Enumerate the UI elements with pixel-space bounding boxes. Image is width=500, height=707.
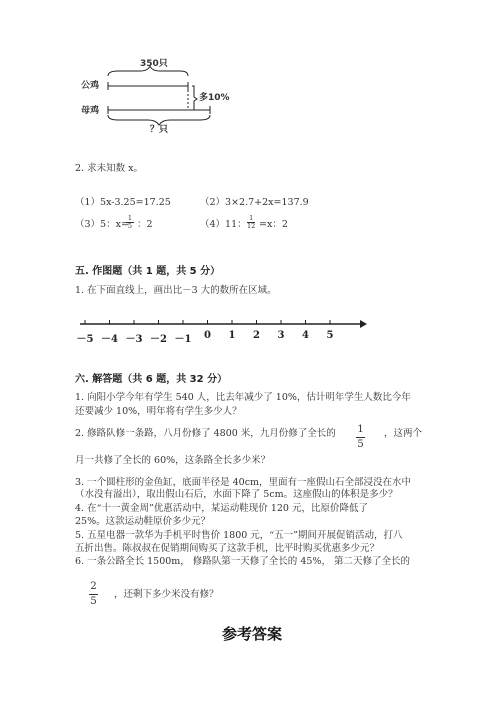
number-line-tick-label: －2 xyxy=(150,334,167,345)
q6-3-line1: 3. 一个圆柱形的金鱼缸，底面半径是 40cm，里面有一座假山石全部浸没在水中 xyxy=(75,477,412,488)
q2-eq3-left: （3）5：x= xyxy=(75,219,129,230)
section5-q1: 1. 在下面直线上，画出比－3 大的数所在区域。 xyxy=(75,285,277,296)
q6-6-denominator: 5 xyxy=(90,596,97,607)
q6-2-line1a: 2. 修路队修一条路，八月份修了 4800 米，九月份修了全长的 xyxy=(75,428,336,439)
number-line-tick-label: 3 xyxy=(277,330,285,341)
unknown-label: ？只 xyxy=(150,125,169,135)
q2-title: 2. 求未知数 x。 xyxy=(75,163,143,174)
q6-4-line2: 25%。这款运动鞋原价多少元？ xyxy=(75,516,211,527)
q6-4-line1: 4. 在“十一黄金周”优惠活动中，某运动鞋现价 120 元，比原价降低了 xyxy=(75,503,368,514)
q2-eq3-right: ：2 xyxy=(137,219,153,230)
q2-eq4-fraction xyxy=(247,215,255,230)
q6-2-line2: 月一共修了全长的 60%，这条路全长多少米？ xyxy=(75,455,271,466)
answer-title: 参考答案 xyxy=(222,625,283,643)
q6-2-fraction xyxy=(356,424,365,451)
q2-eq3-numerator: 1 xyxy=(127,214,133,222)
q6-2-numerator: 1 xyxy=(357,424,364,435)
q6-6-line1: 6. 一条公路全长 1500m， 修路队第一天修了全长的 45%， 第二天修了全长的 xyxy=(75,556,410,567)
q2-eq4-right: =x：2 xyxy=(259,219,288,230)
q2-eq4-denominator: 12 xyxy=(247,222,256,230)
q6-1-line2: 还要减少 10%，明年将有学生多少人？ xyxy=(75,406,242,417)
number-line-tick-label: －1 xyxy=(174,334,192,345)
number-line-tick-label: 0 xyxy=(204,330,211,341)
q2-eq4-numerator: 1 xyxy=(249,214,254,222)
q6-6-fraction xyxy=(89,581,98,608)
q2-eq3 xyxy=(75,219,129,231)
q2-eq3-denominator: 5 xyxy=(127,222,133,230)
total-label: 350只 xyxy=(140,59,168,69)
q6-2-denominator: 5 xyxy=(357,439,364,450)
q2-eq3-fraction xyxy=(126,215,134,230)
rooster-label: 公鸡 xyxy=(81,81,100,91)
fraction-bar xyxy=(89,594,98,595)
q6-6-line2: ，还剩下多少米没有修？ xyxy=(114,589,219,600)
number-line-axis xyxy=(70,317,370,331)
section5-heading: 五. 作图题（共 1 题，共 5 分） xyxy=(75,266,221,277)
number-line-tick-label: 4 xyxy=(302,330,309,341)
number-line-tick-label: －3 xyxy=(125,334,143,345)
number-line-tick-label: －5 xyxy=(76,334,94,345)
hen-label: 母鸡 xyxy=(81,106,100,116)
number-line xyxy=(70,316,370,346)
number-line-tick-label: 2 xyxy=(253,330,260,341)
q2-eq4-left: （4）11： xyxy=(200,219,247,230)
number-line-tick-label: 5 xyxy=(326,330,334,341)
q6-1-line1: 1. 向阳小学今年有学生 540 人，比去年减少了 10%，估计明年学生人数比今年 xyxy=(75,392,411,403)
section6-heading: 六. 解答题（共 6 题，共 32 分） xyxy=(75,374,228,385)
q6-2-line1b: ，这两个 xyxy=(384,428,423,439)
q6-6-numerator: 2 xyxy=(90,581,97,592)
q6-5-line1: 5. 五星电器一款华为手机平时售价 1800 元，“五一”期间开展促销活动，打八 xyxy=(75,530,403,541)
fraction-bar xyxy=(356,437,365,438)
q2-eq1: （1）5x-3.25=17.25 xyxy=(75,197,171,208)
more-label: 多10% xyxy=(199,93,230,103)
number-line-tick-label: 1 xyxy=(228,330,236,341)
number-line-tick-label: －4 xyxy=(101,334,118,345)
q6-3-line2: （水没有溢出），取出假山石后，水面下降了 5cm。这座假山的体积是多少？ xyxy=(75,489,398,500)
q6-5-line2: 五折出售。陈叔叔在促销期间购买了这款手机，比平时购买优惠多少元？ xyxy=(75,543,380,554)
q2-eq2: （2）3×2.7+2x=137.9 xyxy=(200,197,309,208)
